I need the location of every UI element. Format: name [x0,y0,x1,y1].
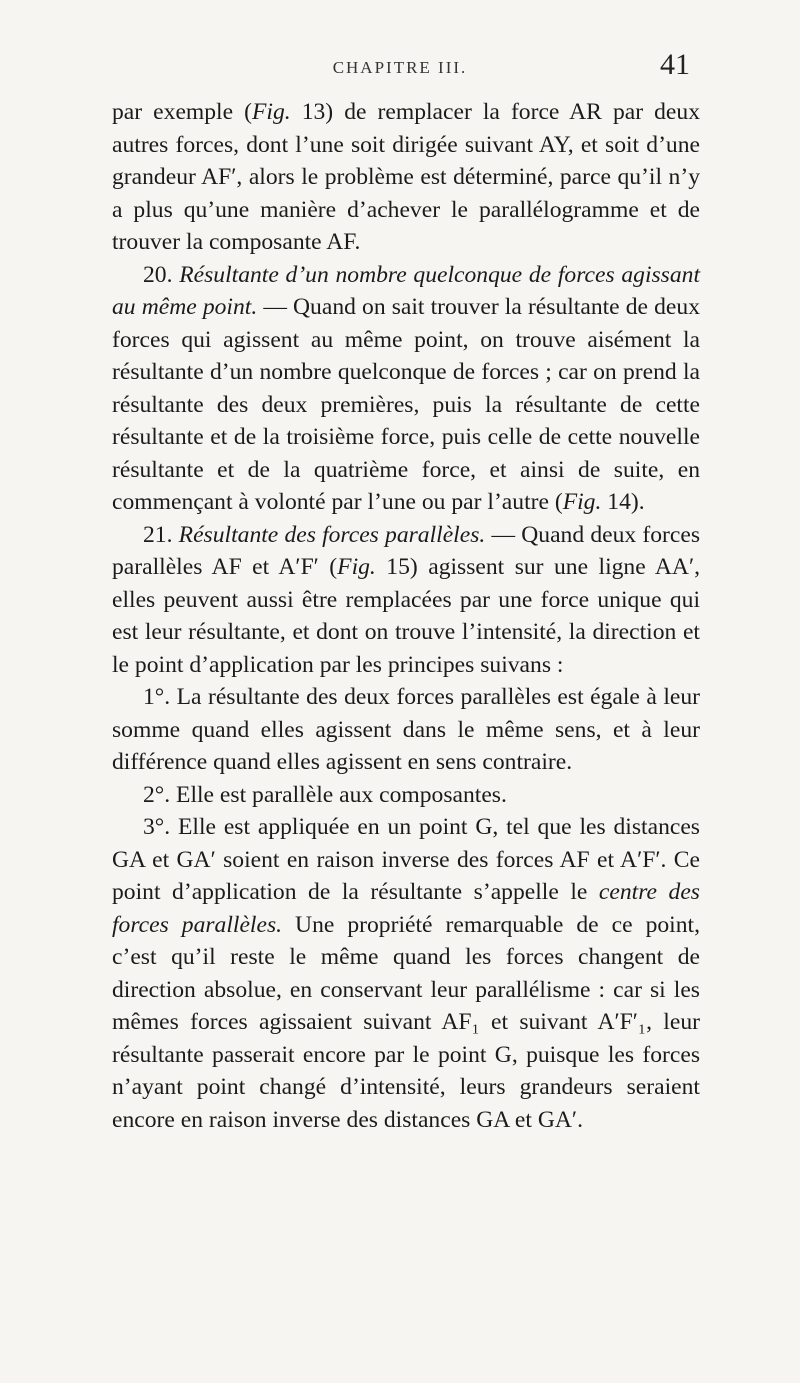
text-segment: 15) agissent sur une ligne AA′, elles peuvent aussi être remplacées par une force unique qui est leur résultante, et dont on trouve l’intensité, la direction et le point d’application par les principes suivans : [112,554,701,678]
paragraph-21 [112,519,700,682]
running-head: CHAPITRE III. [332,58,468,77]
body-text [112,96,700,1136]
defined-term: centre des forces parallèles. [112,879,700,938]
page-number: 41 [660,48,690,81]
paragraph-continuation [112,96,700,259]
paragraph-20 [112,259,700,519]
principle-3 [112,811,700,1136]
text-segment: Quand deux forces parallèles AF et A′F′ ( [112,521,701,580]
dash: — [485,521,522,548]
page-header [0,46,800,86]
figure-reference: Fig. [337,554,376,580]
text-segment: 3°. Elle est appliquée en un point G, tel que les distances GA et GA′ soient en raison inverse des forces AF et A′F′. Ce point d’application de la résultante s’appelle le [112,814,700,905]
text-segment: Quand on sait trouver la résultante de deux forces qui agissent au même point, on trouve aisément la résultante d’un nombre quelconque de forces ; car on prend la résultante des deux premières, puis la résultante de cette résultante et de la troisième force, puis celle de cette nouvelle résultante et de la quatrième force, et ainsi de suite, en commençant à volonté par l’une ou par l’autre ( [112,294,700,515]
text-segment: 13) de remplacer la force AR par deux autres forces, dont l’une soit dirigée suivant AY, et soit d’une grandeur AF′, alors le problème est déterminé, parce qu’il n’y a plus qu’une manière d’achever le parallélogramme et de trouver la composante AF. [112,99,700,255]
section-title: Résultante d’un nombre quelconque de forces agissant au même point. [112,261,701,320]
section-number: 20. [143,261,180,288]
figure-reference: Fig. [252,99,291,125]
principle-1: 1°. La résultante des deux forces parallèles est égale à leur somme quand elles agissent dans le même sens, et à leur différence quand elles agissent en sens contraire. [112,684,700,775]
figure-reference: Fig. [562,489,602,515]
section-title: Résultante des forces parallèles. [178,521,486,548]
text-segment: Une propriété remarquable de ce point, c’est qu’il reste le même quand les forces changent de direction absolue, en conservant leur parallélisme : car si les mêmes forces agissaient suivant AF₁ et suivant A′F′₁, leur résultante passerait encore par le point G, puisque les forces n’ayant point changé d’intensité, leurs grandeurs seraient encore en raison inverse des distances GA et GA′. [112,911,700,1133]
section-number: 21. [143,521,179,548]
dash: — [257,294,294,320]
text-segment: 14). [601,489,645,515]
text-segment: par exemple ( [112,99,252,125]
principle-2: 2°. Elle est parallèle aux composantes. [143,781,507,808]
